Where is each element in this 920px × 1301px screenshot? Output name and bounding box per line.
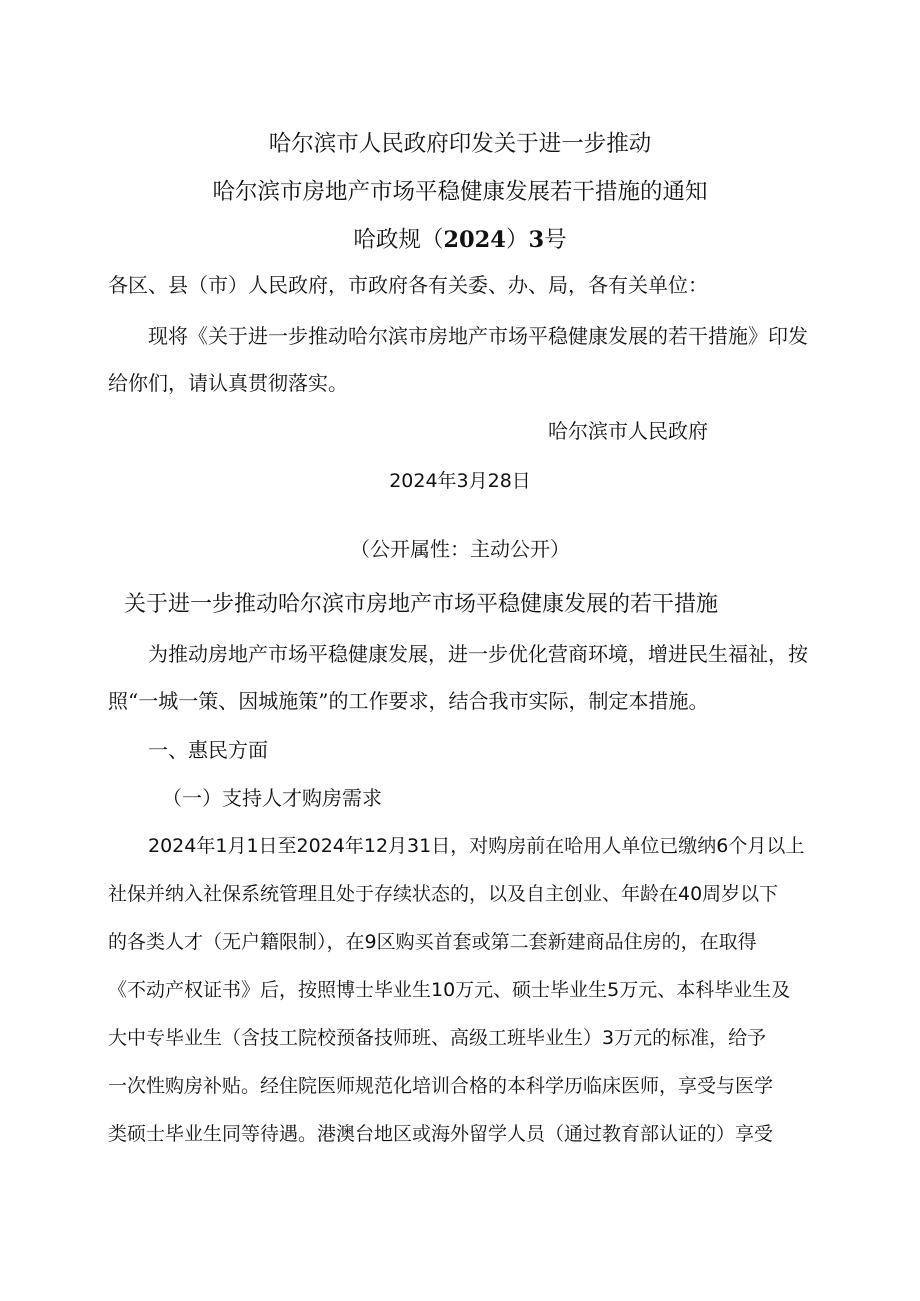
document-number-prefix: 哈政规（ (353, 227, 444, 253)
body-line: 2024年1月1日至2024年12月31日，对购房前在哈用人单位已缴纳6个月以上 (148, 835, 805, 857)
notice-title-line-1: 哈尔滨市人民政府印发关于进一步推动 (268, 131, 652, 157)
document-number (0, 224, 920, 256)
intro-paragraph-line-2: 照“一城一策、因城施策”的工作要求，结合我市实际，制定本措施。 (108, 689, 709, 713)
issue-date: 2024年3月28日 (389, 470, 531, 492)
measures-title: 关于进一步推动哈尔滨市房地产市场平稳健康发展的若干措施 (124, 592, 719, 617)
subsection-heading: （一）支持人才购房需求 (162, 786, 382, 810)
body-line: 大中专毕业生（含技工院校预备技师班、高级工班毕业生）3万元的标准，给予 (108, 1027, 767, 1049)
notice-paragraph-line-1: 现将《关于进一步推动哈尔滨市房地产市场平稳健康发展的若干措施》印发 (148, 324, 808, 348)
disclosure-attribute: （公开属性：主动公开） (350, 537, 570, 561)
document-number-year: 2024 (443, 227, 506, 253)
body-line: 《不动产权证书》后，按照博士毕业生10万元、硕士毕业生5万元、本科毕业生及 (108, 979, 791, 1001)
body-line: 的各类人才（无户籍限制），在9区购买首套或第二套新建商品住房的，在取得 (108, 931, 757, 953)
issuer-signature: 哈尔滨市人民政府 (548, 419, 708, 443)
section-heading: 一、惠民方面 (148, 738, 268, 762)
intro-paragraph-line-1: 为推动房地产市场平稳健康发展，进一步优化营商环境，增进民生福祉，按 (148, 642, 808, 666)
body-line: 一次性购房补贴。经住院医师规范化培训合格的本科学历临床医师，享受与医学 (108, 1075, 774, 1097)
body-line: 社保并纳入社保系统管理且处于存续状态的，以及自主创业、年龄在40周岁以下 (108, 883, 779, 905)
document-number-mid: ） (505, 227, 529, 253)
notice-title-line-2: 哈尔滨市房地产市场平稳健康发展若干措施的通知 (212, 179, 708, 205)
salutation: 各区、县（市）人民政府，市政府各有关委、办、局，各有关单位： (108, 273, 708, 297)
notice-paragraph-line-2: 给你们，请认真贯彻落实。 (108, 371, 348, 395)
document-number-suffix: 号 (544, 227, 567, 253)
body-line: 类硕士毕业生同等待遇。港澳台地区或海外留学人员（通过教育部认证的）享受 (108, 1123, 774, 1145)
document-number-num: 3 (528, 227, 545, 253)
